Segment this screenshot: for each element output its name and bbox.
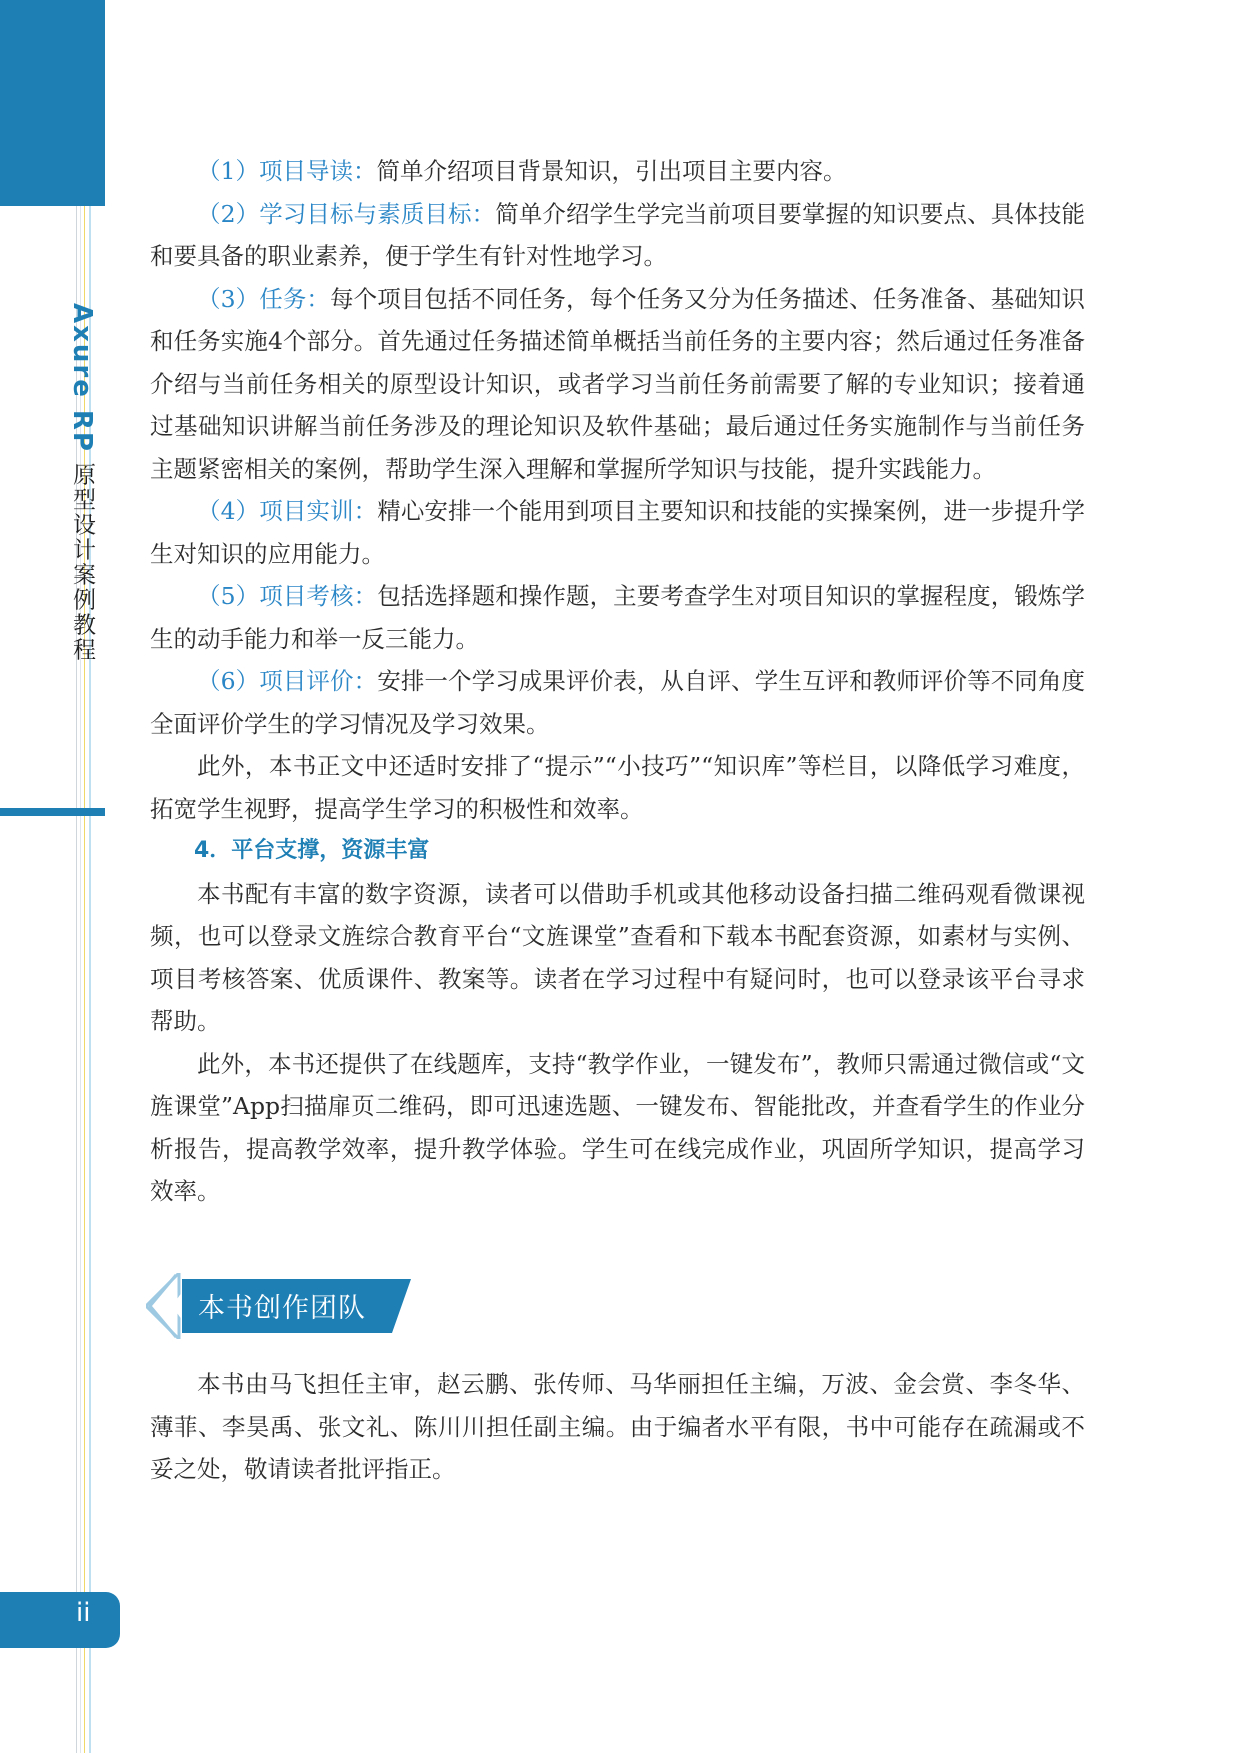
item-text: 每个项目包括不同任务，每个任务又分为任务描述、任务准备、基础知识和任务实施4个部分。首先通过任务描述简单概括当前任务的主要内容；然后通过任务准备介绍与当前任务相关的原型设计知识，或者学习当前任务前需要了解的专业知识；接着通过基础知识讲解当前任务涉及的理论知识及软件基础；最后通过任务实施制作与当前任务主题紧密相关的案例，帮助学生深入理解和掌握所学知识与技能，提升实践能力。 bbox=[150, 284, 1086, 483]
paragraph-2 bbox=[150, 193, 1085, 278]
paragraph-5 bbox=[150, 575, 1085, 660]
book-title-en: Axure RP bbox=[67, 303, 97, 453]
page-number-tab bbox=[0, 1592, 120, 1648]
main-text bbox=[150, 150, 1085, 1213]
item-text: 简单介绍学生学完当前项目要掌握的知识要点、具体技能和要具备的职业素养，便于学生有针对性地学习。 bbox=[150, 199, 1086, 270]
paragraph-3 bbox=[150, 278, 1085, 491]
item-text: 包括选择题和操作题，主要考查学生对项目知识的掌握程度，锻炼学生的动手能力和举一反三能力。 bbox=[150, 582, 1085, 653]
paragraph-6 bbox=[150, 660, 1085, 745]
paragraph-4 bbox=[150, 490, 1085, 575]
item-label: （5）项目考核： bbox=[197, 582, 378, 610]
item-label: （2）学习目标与素质目标： bbox=[197, 199, 496, 228]
team-text bbox=[150, 1363, 1085, 1491]
page-number: ii bbox=[76, 1598, 91, 1628]
item-text: 安排一个学习成果评价表，从自评、学生互评和教师评价等不同角度全面评价学生的学习情况及学习效果。 bbox=[150, 667, 1085, 738]
sidebar-mid-bar bbox=[0, 808, 105, 816]
section-banner bbox=[146, 1273, 411, 1339]
banner-title: 本书创作团队 bbox=[198, 1293, 366, 1324]
item-label: （6）项目评价： bbox=[197, 667, 378, 695]
paragraph-extra: 此外，本书正文中还适时安排了“提示”“小技巧”“知识库”等栏目，以降低学习难度，拓宽学生视野，提高学生学习的积极性和效率。 bbox=[150, 752, 1085, 823]
paragraph-platform-2: 此外，本书还提供了在线题库，支持“教学作业，一键发布”，教师只需通过微信或“文旌课堂”App扫描扉页二维码，即可迅速选题、一键发布、智能批改，并查看学生的作业分析报告，提高教学效率，提升教学体验。学生可在线完成作业，巩固所学知识，提高学习效率。 bbox=[150, 1049, 1085, 1205]
item-label: （3）任务： bbox=[197, 284, 331, 313]
item-label: （4）项目实训： bbox=[197, 497, 378, 525]
item-label: （1）项目导读： bbox=[197, 157, 377, 185]
book-title-vertical bbox=[66, 303, 99, 662]
section-heading-4: 4．平台支撑，资源丰富 bbox=[194, 838, 430, 863]
sidebar-top-block bbox=[0, 0, 105, 206]
paragraph-1 bbox=[150, 150, 1085, 193]
item-text: 简单介绍项目背景知识，引出项目主要内容。 bbox=[376, 157, 847, 185]
paragraph-team: 本书由马飞担任主审，赵云鹏、张传师、马华丽担任主编，万波、金会赏、李冬华、薄菲、李昊禹、张文礼、陈川川担任副主编。由于编者水平有限，书中可能存在疏漏或不妥之处，敬请读者批评指正。 bbox=[150, 1370, 1085, 1483]
paragraph-platform-1: 本书配有丰富的数字资源，读者可以借助手机或其他移动设备扫描二维码观看微课视频，也可以登录文旌综合教育平台“文旌课堂”查看和下载本书配套资源，如素材与实例、项目考核答案、优质课件、教案等。读者在学习过程中有疑问时，也可以登录该平台寻求帮助。 bbox=[150, 879, 1085, 1035]
book-title-cn: 原型设计案例教程 bbox=[69, 462, 95, 663]
item-text: 精心安排一个能用到项目主要知识和技能的实操案例，进一步提升学生对知识的应用能力。 bbox=[150, 497, 1085, 568]
